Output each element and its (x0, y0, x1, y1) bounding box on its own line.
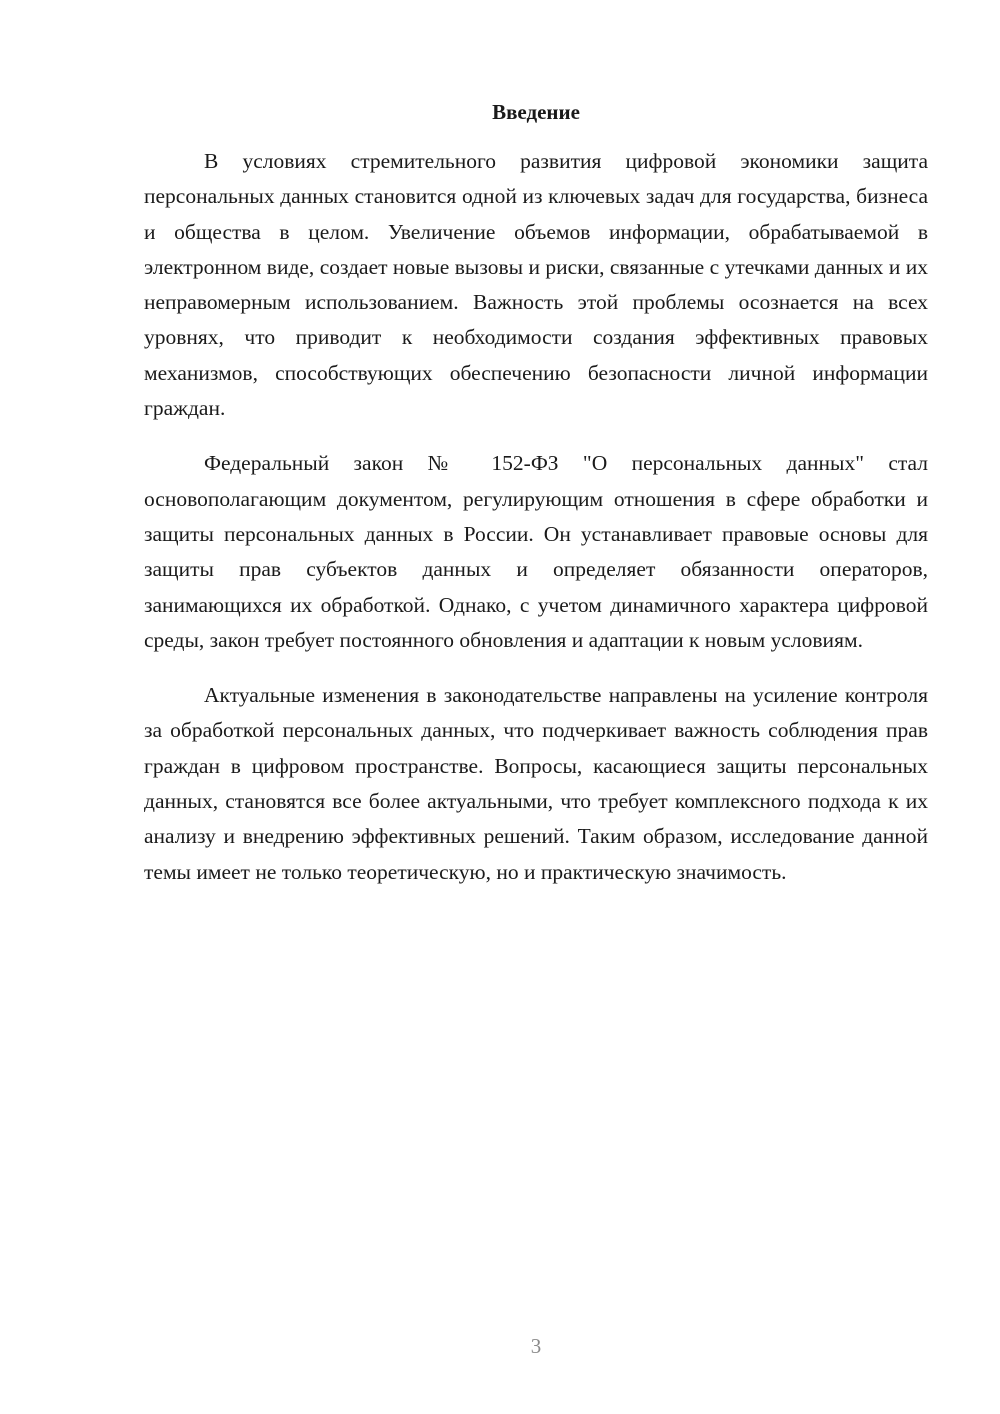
page-number: 3 (530, 1334, 542, 1358)
paragraph-2: Федеральный закон № 152-ФЗ "О персональных данных" стал основополагающим документом, регулирующим отношения в сфере обработки и защиты персональных данных в России. Он устанавливает правовые основы для защиты прав субъектов данных и определяет обязанности операторов, занимающихся их обработкой. Однако, с учетом динамичного характера цифровой среды, закон требует постоянного обновления и адаптации к новым условиям. (144, 451, 928, 652)
section-heading: Введение (492, 100, 580, 124)
document-body (144, 144, 928, 910)
paragraph-3: Актуальные изменения в законодательстве направлены на усиление контроля за обработкой персональных данных, что подчеркивает важность соблюдения прав граждан в цифровом пространстве. Вопросы, касающиеся защиты персональных данных, становятся все более актуальными, что требует комплексного подхода к их анализу и внедрению эффективных решений. Таким образом, исследование данной темы имеет не только теоретическую, но и практическую значимость. (144, 683, 928, 884)
paragraph-1: В условиях стремительного развития цифровой экономики защита персональных данных становится одной из ключевых задач для государства, бизнеса и общества в целом. Увеличение объемов информации, обрабатываемой в электронном виде, создает новые вызовы и риски, связанные с утечками данных и их неправомерным использованием. Важность этой проблемы осознается на всех уровнях, что приводит к необходимости создания эффективных правовых механизмов, способствующих обеспечению безопасности личной информации граждан. (144, 149, 928, 421)
